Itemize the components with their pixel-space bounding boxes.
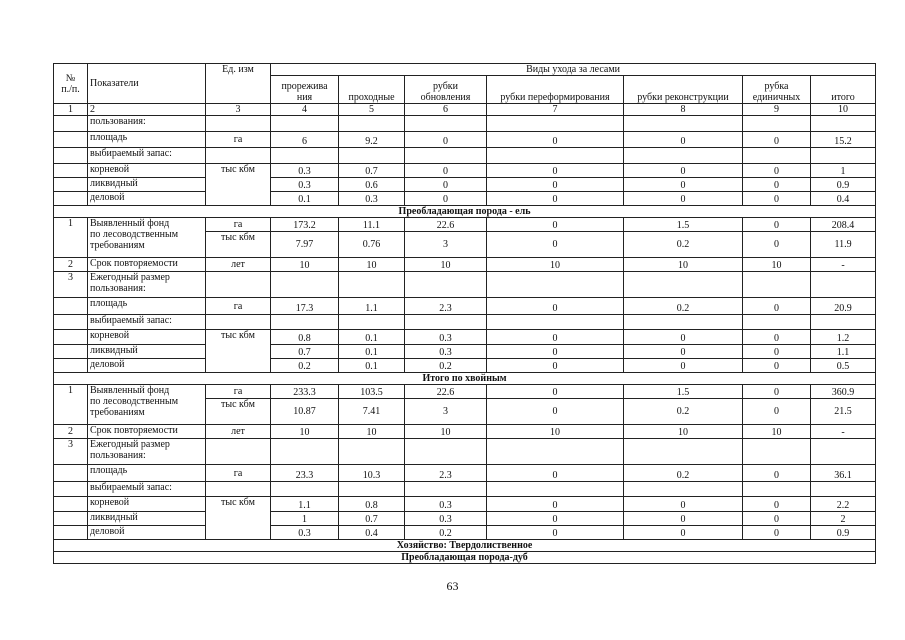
table-row [54,178,876,192]
index-cell: 5 [339,104,405,116]
empty-cell [271,482,339,497]
table-cell [206,148,271,164]
table-row [54,359,876,373]
value-cell: 1.2 [811,330,876,345]
value-cell: 2.3 [405,298,487,315]
value-cell: 3 [405,232,487,258]
table-cell [206,439,271,465]
value-cell: 173.2 [271,218,339,232]
row-number: 2 [54,258,88,272]
row-number: 1 [54,385,88,425]
fund-label-line1: Выявленный фонд [90,385,170,396]
empty-cell [339,439,405,465]
table-cell [54,482,88,497]
value-cell: 10.3 [339,465,405,482]
table-cell [54,298,88,315]
value-cell: 0.1 [339,359,405,373]
value-cell: 0 [624,526,743,540]
value-cell: 0.2 [624,232,743,258]
value-cell: 0.2 [624,399,743,425]
section-row [54,373,876,385]
value-cell: 0 [743,164,811,178]
section-header-farm: Хозяйство: Твердолиственное [54,540,876,552]
value-cell: 22.6 [405,218,487,232]
value-cell: 2.2 [811,497,876,512]
table-cell [54,315,88,330]
value-cell: 23.3 [271,465,339,482]
unit-cell: га [206,385,271,399]
row-number: 3 [54,439,88,465]
empty-cell [624,482,743,497]
value-cell: 21.5 [811,399,876,425]
col-header-type: проходные [339,76,405,104]
table-cell [206,315,271,330]
value-cell: 0 [487,497,624,512]
value-cell: 103.5 [339,385,405,399]
value-cell: 10 [487,258,624,272]
value-cell: 0.8 [271,330,339,345]
value-cell: 0.1 [339,345,405,359]
table-cell [54,148,88,164]
value-cell: 0.9 [811,526,876,540]
value-cell: 0 [487,164,624,178]
index-cell: 9 [743,104,811,116]
row-number: 3 [54,272,88,298]
index-row [54,104,876,116]
index-cell: 4 [271,104,339,116]
table-row [54,526,876,540]
table-cell [54,465,88,482]
value-cell: 0 [624,192,743,206]
table-row [54,132,876,148]
row-label: ликвидный [88,345,206,359]
empty-cell [487,482,624,497]
row-label: ликвидный [88,512,206,526]
col-header-type: рубки реконструкции [624,76,743,104]
row-label: пользования: [88,116,206,132]
section-header-spruce: Преобладающая порода - ель [54,206,876,218]
section-row [54,552,876,564]
table-cell [206,482,271,497]
value-cell: 10 [743,258,811,272]
value-cell: 9.2 [339,132,405,148]
value-cell: 0 [487,399,624,425]
empty-cell [405,272,487,298]
value-cell: 0.3 [405,330,487,345]
empty-cell [487,439,624,465]
unit-cell: лет [206,258,271,272]
index-cell: 3 [206,104,271,116]
table-cell [54,526,88,540]
value-cell: 0 [743,192,811,206]
section-header-oak: Преобладающая порода-дуб [54,552,876,564]
value-cell: 0 [743,330,811,345]
value-cell: 0 [487,298,624,315]
table-row [54,385,876,399]
value-cell: 7.41 [339,399,405,425]
value-cell: 0 [405,192,487,206]
empty-cell [811,272,876,298]
value-cell: 10 [405,258,487,272]
value-cell: 0.1 [339,330,405,345]
value-cell: 0 [743,298,811,315]
value-cell: 0 [487,359,624,373]
table-row [54,425,876,439]
empty-cell [487,272,624,298]
value-cell: 0 [743,132,811,148]
empty-cell [624,272,743,298]
value-cell: 0 [487,512,624,526]
empty-cell [743,439,811,465]
value-cell: 0 [624,512,743,526]
forest-care-table [53,63,876,564]
value-cell: 20.9 [811,298,876,315]
row-label: выбираемый запас: [88,315,206,330]
value-cell: 1.5 [624,385,743,399]
value-cell: 0 [624,359,743,373]
value-cell: 0 [624,132,743,148]
table-row [54,315,876,330]
table-row [54,345,876,359]
table-cell [206,272,271,298]
value-cell: 0.1 [271,192,339,206]
empty-cell [743,116,811,132]
table-row [54,439,876,465]
value-cell: 0 [487,345,624,359]
value-cell: 0 [624,345,743,359]
empty-cell [271,116,339,132]
value-cell: 0 [624,178,743,192]
value-cell: 0 [743,178,811,192]
col-header-indicators: Показатели [88,64,206,104]
value-cell: 233.3 [271,385,339,399]
unit-cell: га [206,132,271,148]
row-number: 1 [54,218,88,258]
value-cell: 208.4 [811,218,876,232]
index-cell: 1 [54,104,88,116]
row-label: Ежегодный размер пользования: [88,272,206,298]
value-cell: 36.1 [811,465,876,482]
table-row [54,330,876,345]
section-row [54,540,876,552]
empty-cell [487,315,624,330]
value-cell: 0.3 [339,192,405,206]
value-cell: 7.97 [271,232,339,258]
empty-cell [405,148,487,164]
value-cell: 0.3 [405,497,487,512]
value-cell: 0.5 [811,359,876,373]
fund-label-line1: Выявленный фонд [90,218,170,229]
value-cell: 0 [487,232,624,258]
value-cell: 0.3 [405,345,487,359]
index-cell: 7 [487,104,624,116]
empty-cell [811,116,876,132]
table-cell [54,359,88,373]
empty-cell [811,439,876,465]
unit-cell: тыс кбм [206,330,271,373]
row-label: Срок повторяемости [88,425,206,439]
table-row [54,512,876,526]
value-cell: 11.9 [811,232,876,258]
value-cell: 1 [811,164,876,178]
fund-label-line2: по лесоводственным требованиям [90,396,179,418]
col-header-type: рубка единичных [743,76,811,104]
value-cell: 0.3 [271,526,339,540]
value-cell: 1.1 [271,497,339,512]
row-label: деловой [88,359,206,373]
table-cell [54,116,88,132]
empty-cell [624,439,743,465]
row-label: корневой [88,330,206,345]
value-cell: 2 [811,512,876,526]
row-label [88,218,206,258]
value-cell: 0.4 [811,192,876,206]
row-label: выбираемый запас: [88,482,206,497]
empty-cell [624,116,743,132]
value-cell: 0.8 [339,497,405,512]
empty-cell [271,272,339,298]
value-cell: 360.9 [811,385,876,399]
value-cell: 1.1 [339,298,405,315]
value-cell: 10 [339,425,405,439]
table-cell [54,132,88,148]
table-row [54,164,876,178]
unit-cell: га [206,218,271,232]
empty-cell [339,148,405,164]
empty-cell [624,148,743,164]
unit-cell: тыс кбм [206,232,271,258]
value-cell: 10 [271,425,339,439]
table-cell [54,164,88,178]
value-cell: 0.7 [339,512,405,526]
empty-cell [743,482,811,497]
unit-cell: тыс кбм [206,399,271,425]
value-cell: 10 [271,258,339,272]
table-cell [54,192,88,206]
row-label: Срок повторяемости [88,258,206,272]
empty-cell [743,315,811,330]
fund-label-line2: по лесоводственным требованиям [90,229,179,251]
empty-cell [743,272,811,298]
value-cell: 22.6 [405,385,487,399]
value-cell: - [811,258,876,272]
table-row [54,192,876,206]
row-label: корневой [88,497,206,512]
value-cell: 11.1 [339,218,405,232]
value-cell: 10 [624,258,743,272]
value-cell: 0 [405,132,487,148]
row-label: площадь [88,298,206,315]
value-cell: 17.3 [271,298,339,315]
table-row [54,116,876,132]
value-cell: 10.87 [271,399,339,425]
unit-cell: га [206,465,271,482]
table-row [54,298,876,315]
value-cell: 10 [487,425,624,439]
value-cell: 0.2 [271,359,339,373]
value-cell: 2.3 [405,465,487,482]
value-cell: 0 [743,399,811,425]
value-cell: 0.9 [811,178,876,192]
value-cell: 0 [743,218,811,232]
value-cell: 0 [487,385,624,399]
value-cell: 0.3 [271,178,339,192]
unit-cell: га [206,298,271,315]
col-header-num: № п./п. [54,64,88,104]
section-header-conifer: Итого по хвойным [54,373,876,385]
value-cell: 0 [487,465,624,482]
empty-cell [271,148,339,164]
col-header-type: итого [811,76,876,104]
value-cell: 0 [487,132,624,148]
row-label: ликвидный [88,178,206,192]
value-cell: 0 [624,330,743,345]
value-cell: 0.2 [405,526,487,540]
row-label: корневой [88,164,206,178]
row-label [88,385,206,425]
row-label: выбираемый запас: [88,148,206,164]
empty-cell [624,315,743,330]
empty-cell [811,315,876,330]
value-cell: 6 [271,132,339,148]
value-cell: 0 [743,526,811,540]
unit-cell: лет [206,425,271,439]
value-cell: 0.3 [405,512,487,526]
table-row [54,148,876,164]
empty-cell [405,116,487,132]
row-label: деловой [88,192,206,206]
empty-cell [339,272,405,298]
value-cell: 0 [624,164,743,178]
table-row [54,482,876,497]
page-number: 63 [446,579,459,593]
value-cell: 3 [405,399,487,425]
value-cell: 0.4 [339,526,405,540]
table-cell [54,345,88,359]
value-cell: 1.1 [811,345,876,359]
value-cell: 0 [405,164,487,178]
table-cell [54,330,88,345]
row-label: деловой [88,526,206,540]
empty-cell [487,148,624,164]
table-cell [54,512,88,526]
empty-cell [339,482,405,497]
value-cell: 0.7 [339,164,405,178]
empty-cell [487,116,624,132]
value-cell: 0 [624,497,743,512]
value-cell: 10 [405,425,487,439]
value-cell: 0 [487,526,624,540]
table-row [54,497,876,512]
empty-cell [271,439,339,465]
value-cell: 10 [624,425,743,439]
row-number: 2 [54,425,88,439]
value-cell: 0.76 [339,232,405,258]
value-cell: 0 [743,232,811,258]
value-cell: 0 [487,178,624,192]
index-cell: 8 [624,104,743,116]
empty-cell [811,482,876,497]
empty-cell [405,315,487,330]
value-cell: 0 [405,178,487,192]
value-cell: 10 [743,425,811,439]
table-body [54,64,876,564]
row-label: площадь [88,132,206,148]
empty-cell [271,315,339,330]
empty-cell [339,116,405,132]
value-cell: 15.2 [811,132,876,148]
empty-cell [405,482,487,497]
unit-cell: тыс кбм [206,497,271,540]
value-cell: 10 [339,258,405,272]
value-cell: 0 [487,218,624,232]
empty-cell [339,315,405,330]
table-cell [206,116,271,132]
value-cell: 0.6 [339,178,405,192]
unit-cell: тыс кбм [206,164,271,206]
value-cell: 0.3 [271,164,339,178]
value-cell: - [811,425,876,439]
col-header-type: прорежива ния [271,76,339,104]
value-cell: 0 [743,385,811,399]
value-cell: 0.2 [624,465,743,482]
section-row [54,206,876,218]
index-cell: 10 [811,104,876,116]
table-row [54,465,876,482]
table-row [54,218,876,232]
table-cell [54,178,88,192]
value-cell: 1.5 [624,218,743,232]
value-cell: 1 [271,512,339,526]
index-cell: 6 [405,104,487,116]
value-cell: 0 [487,330,624,345]
empty-cell [743,148,811,164]
value-cell: 0 [743,465,811,482]
row-label: Ежегодный размер пользования: [88,439,206,465]
col-header-type: рубки переформирования [487,76,624,104]
header-row [54,64,876,76]
value-cell: 0 [743,359,811,373]
value-cell: 0.2 [405,359,487,373]
value-cell: 0 [487,192,624,206]
col-header-group: Виды ухода за лесами [271,64,876,76]
value-cell: 0.7 [271,345,339,359]
value-cell: 0 [743,512,811,526]
value-cell: 0 [743,345,811,359]
value-cell: 0.2 [624,298,743,315]
empty-cell [811,148,876,164]
row-label: площадь [88,465,206,482]
empty-cell [405,439,487,465]
value-cell: 0 [743,497,811,512]
table-row [54,258,876,272]
table-cell [54,497,88,512]
col-header-unit: Ед. изм [206,64,271,104]
table-row [54,272,876,298]
col-header-type: рубки обновления [405,76,487,104]
index-cell: 2 [88,104,206,116]
